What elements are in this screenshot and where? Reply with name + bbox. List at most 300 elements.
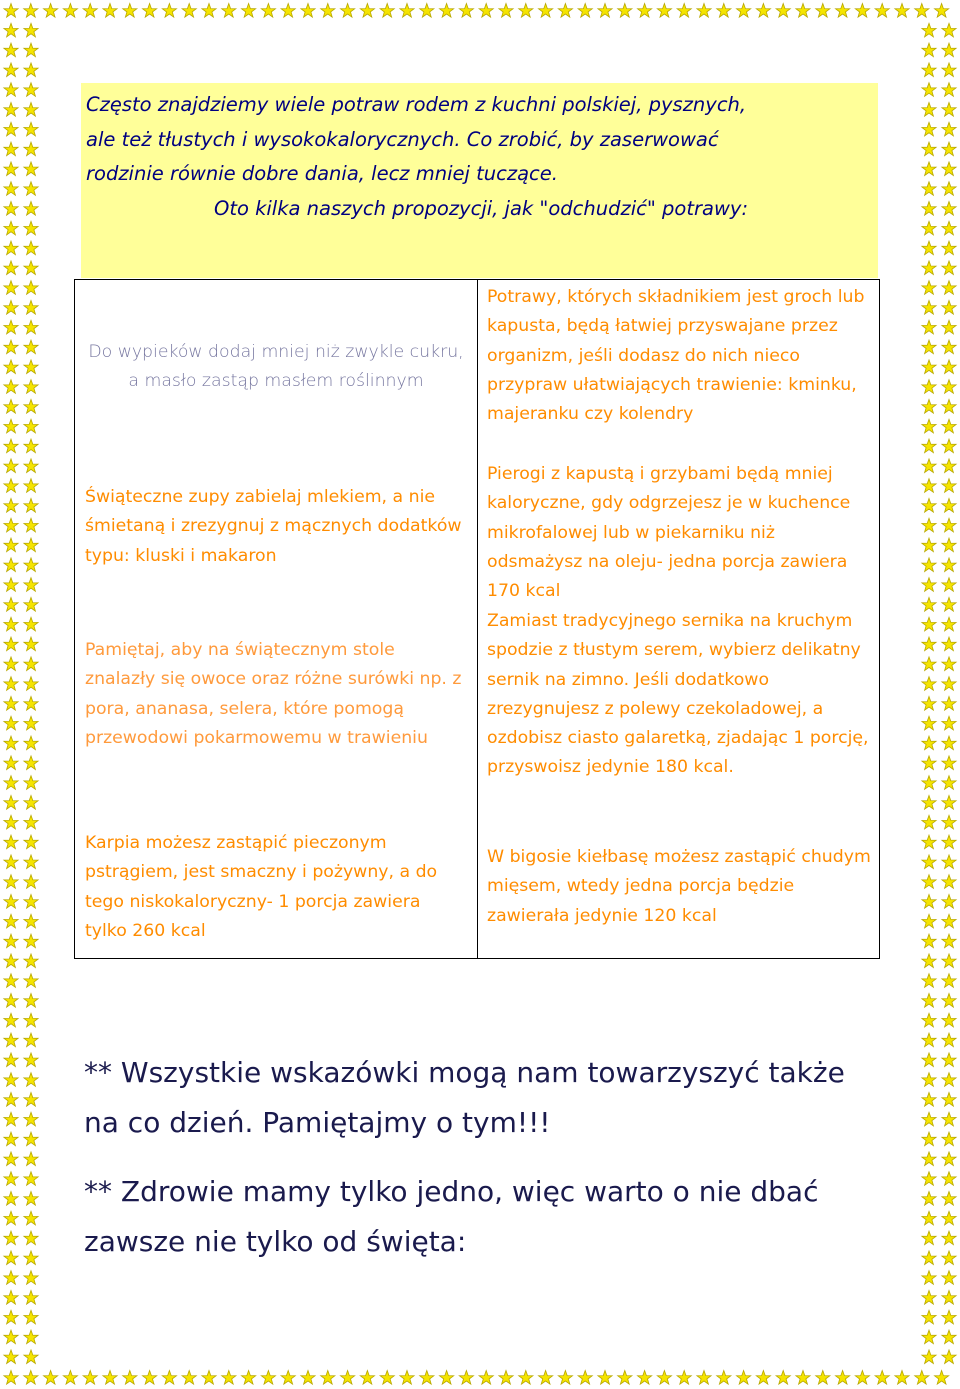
- star-icon: [24, 439, 38, 453]
- star-icon: [4, 895, 18, 909]
- star-icon: [922, 360, 936, 374]
- star-icon: [942, 419, 956, 433]
- star-icon: [942, 1192, 956, 1206]
- star-icon: [942, 776, 956, 790]
- star-icon: [24, 796, 38, 810]
- star-icon: [4, 835, 18, 849]
- star-icon: [4, 1013, 18, 1027]
- star-icon: [24, 895, 38, 909]
- star-icon: [380, 4, 394, 18]
- star-icon: [519, 4, 533, 18]
- star-icon: [4, 380, 18, 394]
- star-icon: [182, 1371, 196, 1385]
- star-icon: [4, 459, 18, 473]
- star-icon: [922, 954, 936, 968]
- star-icon: [123, 1371, 137, 1385]
- star-icon: [942, 281, 956, 295]
- star-icon: [4, 716, 18, 730]
- star-icon: [44, 1371, 58, 1385]
- star-icon: [922, 796, 936, 810]
- star-icon: [942, 380, 956, 394]
- star-icon: [24, 1192, 38, 1206]
- star-icon: [942, 1231, 956, 1245]
- star-icon: [4, 994, 18, 1008]
- star-icon: [942, 815, 956, 829]
- star-icon: [922, 1192, 936, 1206]
- star-icon: [24, 4, 38, 18]
- star-icon: [24, 736, 38, 750]
- star-icon: [4, 578, 18, 592]
- star-icon: [24, 340, 38, 354]
- star-icon: [4, 518, 18, 532]
- star-icon: [942, 736, 956, 750]
- star-icon: [4, 360, 18, 374]
- star-icon: [4, 756, 18, 770]
- star-icon: [922, 677, 936, 691]
- star-icon: [4, 83, 18, 97]
- star-icon: [24, 994, 38, 1008]
- intro-line-1: Często znajdziemy wiele potraw rodem z kuchni polskiej, pysznych,: [86, 93, 747, 116]
- star-icon: [24, 202, 38, 216]
- star-icon: [24, 43, 38, 57]
- star-icon: [942, 1211, 956, 1225]
- star-icon: [756, 4, 770, 18]
- tip-peas-cabbage: Potrawy, których składnikiem jest groch lub kapusta, będą łatwiej przyswajane przez organizm, jeśli dodasz do nich nieco przypraw ułatwiających trawienie: kminku, majeranku czy kolendry: [487, 287, 865, 425]
- star-icon: [24, 875, 38, 889]
- star-icon: [4, 182, 18, 196]
- star-icon: [922, 538, 936, 552]
- star-icon: [281, 4, 295, 18]
- star-icon: [922, 162, 936, 176]
- star-icon: [922, 479, 936, 493]
- star-icon: [776, 4, 790, 18]
- star-icon: [942, 558, 956, 572]
- star-icon: [922, 182, 936, 196]
- star-icon: [922, 1330, 936, 1344]
- star-icon: [942, 1350, 956, 1364]
- star-icon: [737, 1371, 751, 1385]
- star-icon: [4, 974, 18, 988]
- star-icon: [479, 1371, 493, 1385]
- star-icon: [922, 340, 936, 354]
- star-icon: [922, 1310, 936, 1324]
- star-icon: [4, 697, 18, 711]
- star-icon: [24, 320, 38, 334]
- star-icon: [922, 815, 936, 829]
- star-icon: [942, 122, 956, 136]
- star-icon: [24, 1013, 38, 1027]
- star-icon: [942, 23, 956, 37]
- star-icon: [942, 142, 956, 156]
- tips-table: [74, 279, 880, 959]
- star-icon: [4, 637, 18, 651]
- star-icon: [922, 459, 936, 473]
- star-icon: [4, 281, 18, 295]
- star-icon: [24, 1112, 38, 1126]
- star-icon: [4, 1132, 18, 1146]
- star-icon: [24, 459, 38, 473]
- star-icon: [942, 1013, 956, 1027]
- star-icon: [942, 439, 956, 453]
- star-icon: [922, 499, 936, 513]
- star-icon: [922, 598, 936, 612]
- star-icon: [942, 895, 956, 909]
- star-icon: [922, 756, 936, 770]
- star-icon: [4, 1291, 18, 1305]
- star-icon: [83, 1371, 97, 1385]
- star-icon: [942, 1251, 956, 1265]
- star-icon: [816, 4, 830, 18]
- star-icon: [321, 1371, 335, 1385]
- star-icon: [922, 1291, 936, 1305]
- star-icon: [922, 320, 936, 334]
- star-icon: [24, 1033, 38, 1047]
- star-icon: [922, 419, 936, 433]
- star-icon: [935, 4, 949, 18]
- star-icon: [24, 1132, 38, 1146]
- star-icon: [942, 479, 956, 493]
- star-icon: [479, 4, 493, 18]
- star-icon: [598, 4, 612, 18]
- star-icon: [697, 4, 711, 18]
- star-icon: [4, 1112, 18, 1126]
- star-icon: [24, 479, 38, 493]
- star-icon: [895, 4, 909, 18]
- star-icon: [24, 578, 38, 592]
- star-icon: [4, 1152, 18, 1166]
- star-icon: [4, 1310, 18, 1324]
- star-icon: [942, 202, 956, 216]
- star-icon: [942, 63, 956, 77]
- star-icon: [922, 63, 936, 77]
- star-icon: [24, 103, 38, 117]
- star-icon: [24, 518, 38, 532]
- star-icon: [942, 340, 956, 354]
- star-icon: [942, 182, 956, 196]
- star-icon: [4, 261, 18, 275]
- star-icon: [24, 1211, 38, 1225]
- star-icon: [942, 1112, 956, 1126]
- star-icon: [4, 1093, 18, 1107]
- star-icon: [4, 479, 18, 493]
- star-icon: [942, 221, 956, 235]
- star-icon: [942, 637, 956, 651]
- star-icon: [24, 914, 38, 928]
- star-icon: [420, 4, 434, 18]
- star-icon: [4, 1073, 18, 1087]
- star-icon: [24, 1291, 38, 1305]
- star-icon: [143, 1371, 157, 1385]
- star-icon: [24, 360, 38, 374]
- star-icon: [638, 1371, 652, 1385]
- star-icon: [4, 598, 18, 612]
- star-icon: [24, 558, 38, 572]
- star-icon: [922, 142, 936, 156]
- intro-line-4: Oto kilka naszych propozycji, jak "odchudzić" potrawy:: [213, 196, 749, 220]
- star-icon: [942, 1152, 956, 1166]
- star-icon: [400, 4, 414, 18]
- star-icon: [816, 1371, 830, 1385]
- star-icon: [24, 776, 38, 790]
- tip-soups: Świąteczne zupy zabielaj mlekiem, a nie śmietaną i zrezygnuj z mącznych dodatków typu: kluski i makaron: [85, 487, 462, 566]
- intro-text: [86, 88, 876, 226]
- star-icon: [123, 4, 137, 18]
- star-icon: [24, 1093, 38, 1107]
- star-icon: [922, 697, 936, 711]
- star-icon: [922, 657, 936, 671]
- star-icon: [942, 83, 956, 97]
- star-icon: [4, 815, 18, 829]
- star-icon: [4, 1330, 18, 1344]
- star-icon: [4, 63, 18, 77]
- star-icon: [24, 23, 38, 37]
- star-icon: [922, 558, 936, 572]
- star-icon: [24, 1330, 38, 1344]
- star-icon: [4, 43, 18, 57]
- star-icon: [942, 43, 956, 57]
- star-icon: [182, 4, 196, 18]
- star-icon: [24, 657, 38, 671]
- star-icon: [4, 1192, 18, 1206]
- star-icon: [4, 1371, 18, 1385]
- star-icon: [4, 340, 18, 354]
- star-icon: [242, 1371, 256, 1385]
- star-icon: [756, 1371, 770, 1385]
- star-icon: [796, 1371, 810, 1385]
- tip-baking: Do wypieków dodaj mniej niż zwykle cukru, a masło zastąp masłem roślinnym: [88, 342, 464, 392]
- star-icon: [922, 637, 936, 651]
- star-icon: [4, 558, 18, 572]
- star-icon: [942, 855, 956, 869]
- star-icon: [281, 1371, 295, 1385]
- star-icon: [360, 1371, 374, 1385]
- star-icon: [922, 1152, 936, 1166]
- star-icon: [24, 1053, 38, 1067]
- star-icon: [942, 241, 956, 255]
- star-icon: [24, 1271, 38, 1285]
- star-icon: [935, 1371, 949, 1385]
- star-icon: [4, 23, 18, 37]
- tip-carp: Karpia możesz zastąpić pieczonym pstrągiem, jest smaczny i pożywny, a do tego niskokaloryczny- 1 porcja zawiera tylko 260 kcal: [85, 833, 438, 941]
- star-icon: [24, 598, 38, 612]
- star-icon: [4, 202, 18, 216]
- star-icon: [922, 221, 936, 235]
- star-icon: [24, 63, 38, 77]
- star-icon: [922, 1132, 936, 1146]
- star-icon: [942, 934, 956, 948]
- star-icon: [942, 1271, 956, 1285]
- star-icon: [942, 677, 956, 691]
- star-icon: [4, 221, 18, 235]
- star-icon: [942, 1053, 956, 1067]
- star-icon: [24, 617, 38, 631]
- star-icon: [942, 499, 956, 513]
- star-icon: [24, 241, 38, 255]
- star-icon: [24, 142, 38, 156]
- star-icon: [24, 1310, 38, 1324]
- star-icon: [360, 4, 374, 18]
- star-icon: [459, 1371, 473, 1385]
- star-icon: [459, 4, 473, 18]
- star-icon: [24, 221, 38, 235]
- star-icon: [4, 1350, 18, 1364]
- star-icon: [4, 855, 18, 869]
- star-icon: [922, 994, 936, 1008]
- star-icon: [942, 617, 956, 631]
- star-icon: [922, 1172, 936, 1186]
- star-icon: [677, 1371, 691, 1385]
- star-icon: [4, 1053, 18, 1067]
- star-icon: [202, 4, 216, 18]
- star-icon: [24, 1073, 38, 1087]
- star-icon: [4, 1231, 18, 1245]
- star-icon: [922, 1053, 936, 1067]
- star-icon: [24, 122, 38, 136]
- star-icon: [4, 1033, 18, 1047]
- star-icon: [24, 1251, 38, 1265]
- star-icon: [922, 578, 936, 592]
- star-icon: [942, 1310, 956, 1324]
- star-icon: [578, 1371, 592, 1385]
- star-icon: [942, 835, 956, 849]
- star-icon: [922, 1231, 936, 1245]
- star-icon: [4, 419, 18, 433]
- star-icon: [697, 1371, 711, 1385]
- star-icon: [400, 1371, 414, 1385]
- star-icon: [922, 1251, 936, 1265]
- star-icon: [922, 974, 936, 988]
- star-icon: [875, 4, 889, 18]
- star-icon: [301, 1371, 315, 1385]
- star-icon: [922, 400, 936, 414]
- star-icon: [440, 1371, 454, 1385]
- star-icon: [24, 756, 38, 770]
- star-icon: [24, 716, 38, 730]
- star-icon: [922, 716, 936, 730]
- tip-pierogi: Pierogi z kapustą i grzybami będą mniej kaloryczne, gdy odgrzejesz je w kuchence mikrofalowej lub w piekarniku niż odsmażysz na oleju- jedna porcja zawiera 170 kcal: [487, 464, 851, 602]
- star-icon: [922, 1350, 936, 1364]
- star-icon: [922, 380, 936, 394]
- star-icon: [519, 1371, 533, 1385]
- star-icon: [24, 855, 38, 869]
- star-icon: [24, 1152, 38, 1166]
- star-icon: [24, 538, 38, 552]
- star-icon: [4, 617, 18, 631]
- star-icon: [915, 1371, 929, 1385]
- star-icon: [24, 934, 38, 948]
- star-icon: [24, 677, 38, 691]
- star-icon: [922, 103, 936, 117]
- star-icon: [24, 1172, 38, 1186]
- star-icon: [380, 1371, 394, 1385]
- star-icon: [4, 499, 18, 513]
- star-icon: [836, 4, 850, 18]
- star-icon: [922, 301, 936, 315]
- star-icon: [922, 202, 936, 216]
- star-icon: [922, 122, 936, 136]
- star-icon: [261, 1371, 275, 1385]
- star-icon: [922, 1073, 936, 1087]
- star-icon: [922, 617, 936, 631]
- star-icon: [103, 4, 117, 18]
- star-icon: [942, 1093, 956, 1107]
- star-icon: [4, 796, 18, 810]
- star-icon: [499, 4, 513, 18]
- star-icon: [4, 122, 18, 136]
- star-icon: [942, 1073, 956, 1087]
- star-icon: [4, 320, 18, 334]
- star-icon: [618, 1371, 632, 1385]
- star-icon: [875, 1371, 889, 1385]
- star-icon: [24, 281, 38, 295]
- star-icon: [638, 4, 652, 18]
- star-icon: [942, 162, 956, 176]
- star-icon: [440, 4, 454, 18]
- star-icon: [4, 1251, 18, 1265]
- star-icon: [4, 914, 18, 928]
- star-icon: [855, 1371, 869, 1385]
- star-icon: [922, 776, 936, 790]
- star-icon: [942, 518, 956, 532]
- intro-line-3: rodzinie równie dobre dania, lecz mniej tuczące.: [86, 162, 558, 185]
- star-icon: [776, 1371, 790, 1385]
- star-icon: [24, 83, 38, 97]
- star-icon: [44, 4, 58, 18]
- star-icon: [942, 1033, 956, 1047]
- star-icon: [942, 301, 956, 315]
- star-icon: [598, 1371, 612, 1385]
- star-icon: [24, 1231, 38, 1245]
- star-icon: [63, 4, 77, 18]
- star-icon: [4, 162, 18, 176]
- star-icon: [922, 1211, 936, 1225]
- star-icon: [24, 954, 38, 968]
- star-icon: [4, 538, 18, 552]
- star-icon: [922, 835, 936, 849]
- star-icon: [942, 1291, 956, 1305]
- star-icon: [942, 261, 956, 275]
- star-icon: [942, 459, 956, 473]
- star-icon: [942, 598, 956, 612]
- star-icon: [4, 241, 18, 255]
- star-icon: [618, 4, 632, 18]
- intro-line-2: ale też tłustych i wysokokalorycznych. Co zrobić, by zaserwować: [86, 127, 719, 151]
- star-icon: [942, 796, 956, 810]
- star-icon: [24, 1350, 38, 1364]
- star-icon: [4, 677, 18, 691]
- star-icon: [922, 736, 936, 750]
- star-icon: [558, 1371, 572, 1385]
- star-icon: [922, 855, 936, 869]
- star-icon: [24, 182, 38, 196]
- star-icon: [222, 1371, 236, 1385]
- star-icon: [420, 1371, 434, 1385]
- star-icon: [922, 895, 936, 909]
- tip-fruits: Pamiętaj, aby na świątecznym stole znalazły się owoce oraz różne surówki np. z pora, ananasa, selera, które pomogą przewodowi pokarmowemu w trawieniu: [85, 640, 462, 748]
- star-icon: [922, 1093, 936, 1107]
- star-icon: [942, 875, 956, 889]
- star-icon: [24, 380, 38, 394]
- star-icon: [4, 875, 18, 889]
- star-icon: [4, 934, 18, 948]
- star-icon: [301, 4, 315, 18]
- star-icon: [162, 1371, 176, 1385]
- star-icon: [261, 4, 275, 18]
- star-icon: [162, 4, 176, 18]
- star-icon: [4, 400, 18, 414]
- star-icon: [677, 4, 691, 18]
- star-icon: [539, 4, 553, 18]
